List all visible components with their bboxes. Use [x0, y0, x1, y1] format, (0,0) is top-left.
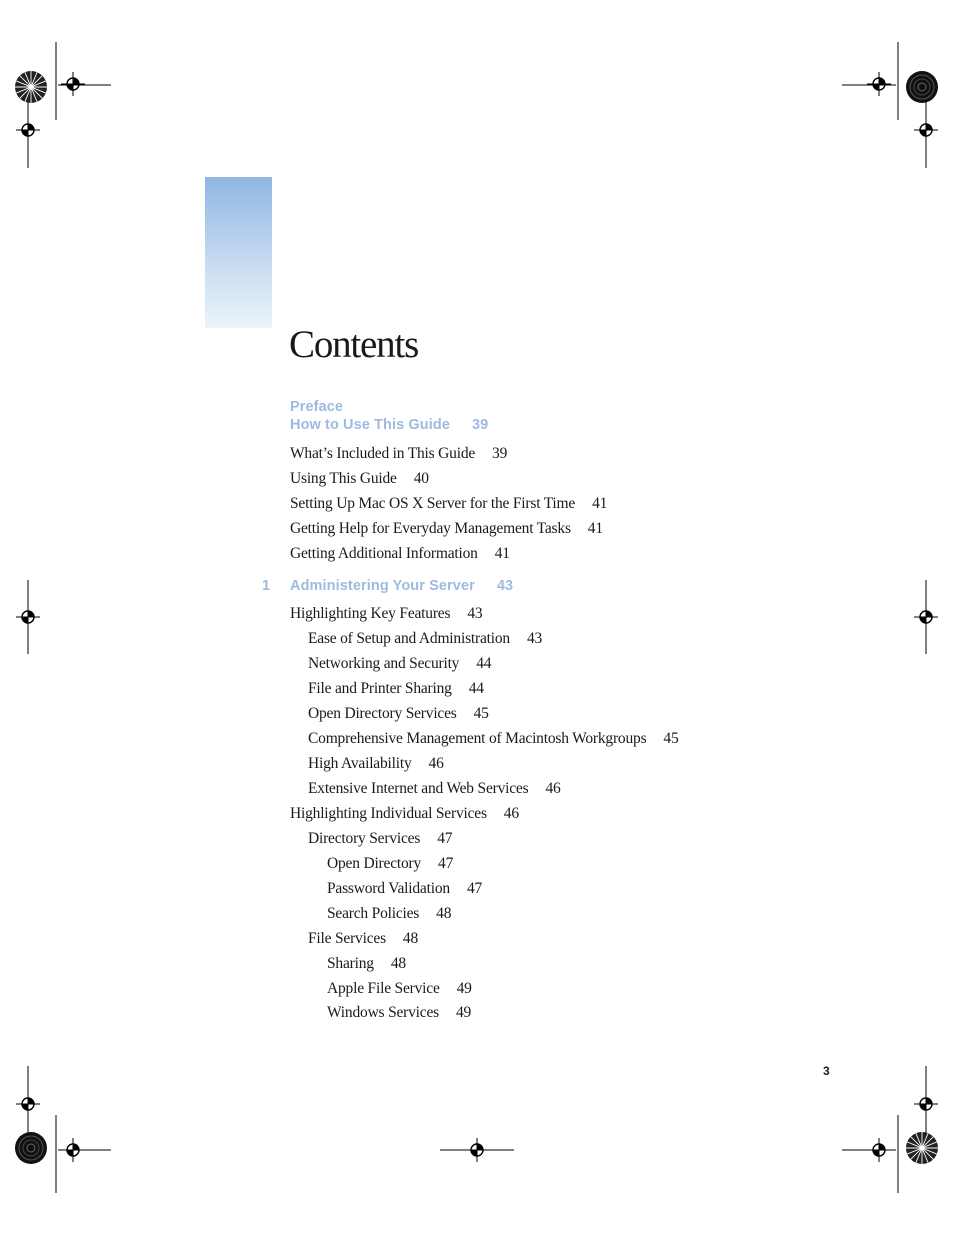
toc-entry-text: Sharing [327, 955, 374, 972]
page-title: Contents [289, 323, 419, 366]
toc-entry-page: 39 [492, 445, 508, 462]
toc-entry[interactable] [290, 445, 507, 463]
toc-entry[interactable] [290, 470, 429, 488]
toc-entry-text: Ease of Setup and Administration [308, 630, 510, 647]
toc-entry-text: File Services [308, 930, 386, 947]
chapter-heading[interactable] [290, 578, 513, 594]
toc-entry-page: 40 [413, 470, 429, 487]
toc-entry-page: 41 [494, 545, 510, 562]
toc-entry-page: 49 [455, 1004, 472, 1021]
preface-heading[interactable] [290, 417, 488, 433]
toc-entry[interactable] [327, 980, 472, 998]
toc-entry-text: Getting Additional Information [290, 545, 478, 562]
toc-entry-page: 48 [402, 930, 419, 947]
toc-entry-text: Windows Services [327, 1004, 439, 1021]
toc-entry-text: Highlighting Key Features [290, 605, 451, 622]
toc-entry[interactable] [308, 680, 484, 698]
toc-entry-text: Extensive Internet and Web Services [308, 780, 529, 797]
toc-entry-text: Using This Guide [290, 470, 397, 487]
toc-entry-page: 41 [587, 520, 603, 537]
chapter-heading-page: 43 [496, 578, 514, 594]
toc-entry-text: Search Policies [327, 905, 420, 922]
toc-entry[interactable] [308, 830, 452, 848]
toc-entry-text: Highlighting Individual Services [290, 805, 487, 822]
toc-entry-page: 48 [390, 955, 406, 972]
toc-entry-text: File and Printer Sharing [308, 680, 452, 697]
toc-entry[interactable] [308, 705, 489, 723]
toc-entry[interactable] [308, 630, 542, 648]
toc-entry-page: 46 [503, 805, 519, 822]
toc-entry[interactable] [290, 520, 603, 538]
toc-entry[interactable] [308, 755, 444, 773]
toc-entry-page: 47 [437, 830, 453, 847]
toc-entry-page: 43 [467, 605, 483, 622]
preface-heading-page: 39 [472, 417, 489, 433]
toc-entry[interactable] [308, 655, 491, 673]
toc-entry[interactable] [327, 955, 406, 973]
toc-entry-text: Networking and Security [308, 655, 460, 672]
toc-entry-page: 43 [526, 630, 543, 647]
toc-entry-page: 46 [428, 755, 444, 772]
toc-entry[interactable] [290, 605, 482, 623]
toc-entry[interactable] [327, 855, 453, 873]
toc-entry[interactable] [327, 1004, 471, 1022]
toc-entry-page: 41 [592, 495, 608, 512]
page-number: 3 [823, 1064, 830, 1078]
toc-entry-text: Getting Help for Everyday Management Tasks [290, 520, 571, 537]
toc-entry-text: Apple File Service [327, 980, 440, 997]
toc-entry[interactable] [290, 545, 510, 563]
toc-entry-page: 47 [438, 855, 454, 872]
preface-label: Preface [290, 399, 344, 415]
toc-entry[interactable] [327, 880, 482, 898]
toc-entry[interactable] [290, 805, 519, 823]
toc-entry-text: Open Directory Services [308, 705, 457, 722]
toc-entry-page: 46 [545, 780, 561, 797]
toc-entry[interactable] [290, 495, 607, 513]
toc-entry-page: 45 [473, 705, 489, 722]
toc-entry-text: Password Validation [327, 880, 450, 897]
chapter-tab-block [205, 177, 272, 328]
toc-entry-text: Setting Up Mac OS X Server for the First Time [290, 495, 576, 512]
preface-heading-text: How to Use This Guide [290, 417, 450, 433]
toc-entry-text: Directory Services [308, 830, 421, 847]
chapter-number: 1 [262, 578, 271, 594]
toc-entry-text: Open Directory [327, 855, 422, 872]
toc-entry-text: Comprehensive Management of Macintosh Workgroups [308, 730, 647, 747]
toc-entry-page: 44 [476, 655, 492, 672]
chapter-heading-text: Administering Your Server [290, 578, 475, 594]
toc-entry-page: 49 [456, 980, 472, 997]
toc-entry[interactable] [327, 905, 451, 923]
toc-entry-page: 44 [468, 680, 484, 697]
toc-entry-text: High Availability [308, 755, 412, 772]
toc-entry-page: 45 [663, 730, 679, 747]
toc-entry[interactable] [308, 780, 561, 798]
toc-entry-page: 47 [466, 880, 483, 897]
toc-entry-page: 48 [436, 905, 452, 922]
toc-entry[interactable] [308, 930, 418, 948]
toc-entry[interactable] [308, 730, 679, 748]
toc-entry-text: What’s Included in This Guide [290, 445, 476, 462]
